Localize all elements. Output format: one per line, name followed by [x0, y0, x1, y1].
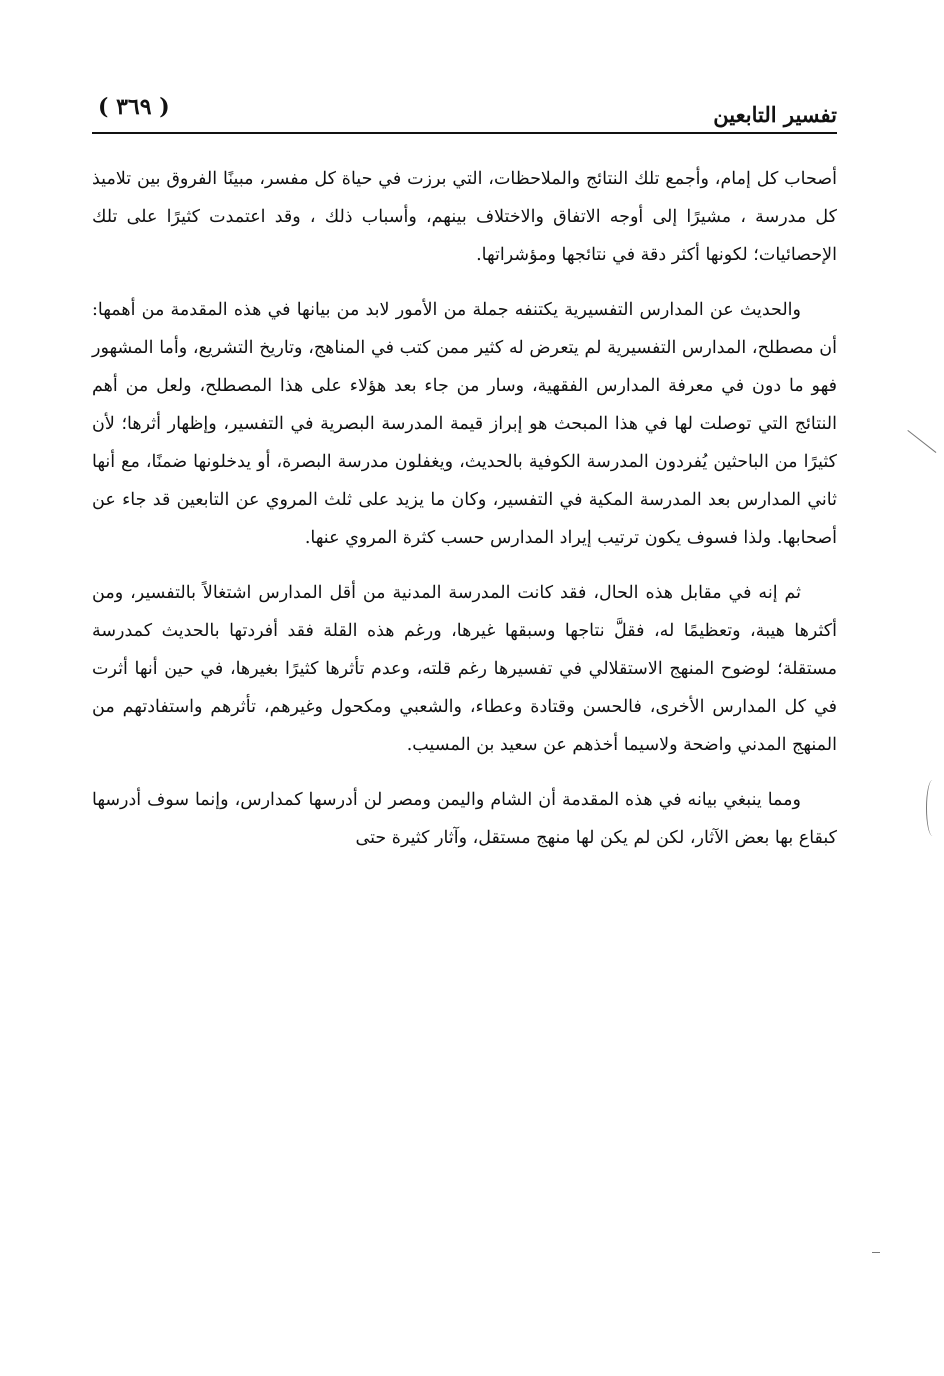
header-divider	[92, 132, 837, 134]
running-title: تفسير التابعين	[713, 102, 837, 127]
paragraph-4: ومما ينبغي بيانه في هذه المقدمة أن الشام واليمن ومصر لن أدرسها كمدارس، وإنما سوف أدرسها كبقاع بها بعض الآثار، لكن لم يكن لها منهج مستقل، وآثار كثيرة حتى	[92, 790, 837, 848]
page-number: ( ٣٦٩ )	[98, 94, 170, 120]
paragraph-2: والحديث عن المدارس التفسيرية يكتنفه جملة من الأمور لابد من بيانها في هذه المقدمة من أهمها: أن مصطلح، المدارس التفسيرية لم يتعرض له كثير ممن كتب في المناهج، وتاريخ التشريع، وأما المشهور فهو ما دون في معرفة المدارس الفقهية، وسار من جاء بعد هؤلاء على هذا المصطلح، ولعل من أهم النتائج التي توصلت لها في هذا المبحث هو إبراز قيمة المدرسة البصرية في التفسير، وإظهار أثرها؛ لأن كثيرًا من الباحثين يُفردون المدرسة الكوفية بالحديث، ويغفلون مدرسة البصرة، أو يدخلونها ضمنًا، مع أنها ثاني المدارس بعد المدرسة المكية في التفسير، وكان ما يزيد على ثلث المروي عن التابعين قد جاء عن أصحابها. ولذا فسوف يكون ترتيب إيراد المدارس حسب كثرة المروي عنها.	[92, 300, 837, 548]
paragraph-3: ثم إنه في مقابل هذه الحال، فقد كانت المدرسة المدنية من أقل المدارس اشتغالاً بالتفسير، ومن أكثرها هيبة، وتعظيمًا له، فقلَّ نتاجها وسبقها غيرها، ورغم هذه القلة فقد أفردتها بالحديث كمدرسة مستقلة؛ لوضوح المنهج الاستقلالي في تفسيرها رغم قلته، وعدم تأثرها كثيرًا بغيرها، في حين أنها أثرت في كل المدارس الأخرى، فالحسن وقتادة وعطاء، والشعبي ومكحول وغيرهم، تأثرهم واستفادتهم من المنهج المدني واضحة ولاسيما أخذهم عن سعيد بن المسيب.	[92, 583, 837, 755]
scan-margin-mark	[883, 430, 937, 484]
page-body	[92, 160, 837, 874]
paragraph-1: أصحاب كل إمام، وأجمع تلك النتائج والملاحظات، التي برزت في حياة كل مفسر، مبينًا الفروق بين تلاميذ كل مدرسة ، مشيرًا إلى أوجه الاتفاق والاختلاف بينهم، وأسباب ذلك ، وقد اعتمدت كثيرًا على تلك الإحصائيات؛ لكونها أكثر دقة في نتائجها ومؤشراتها.	[92, 169, 837, 265]
running-header	[92, 92, 837, 132]
scan-margin-dash	[872, 1252, 880, 1253]
scan-margin-bracket	[926, 780, 939, 836]
